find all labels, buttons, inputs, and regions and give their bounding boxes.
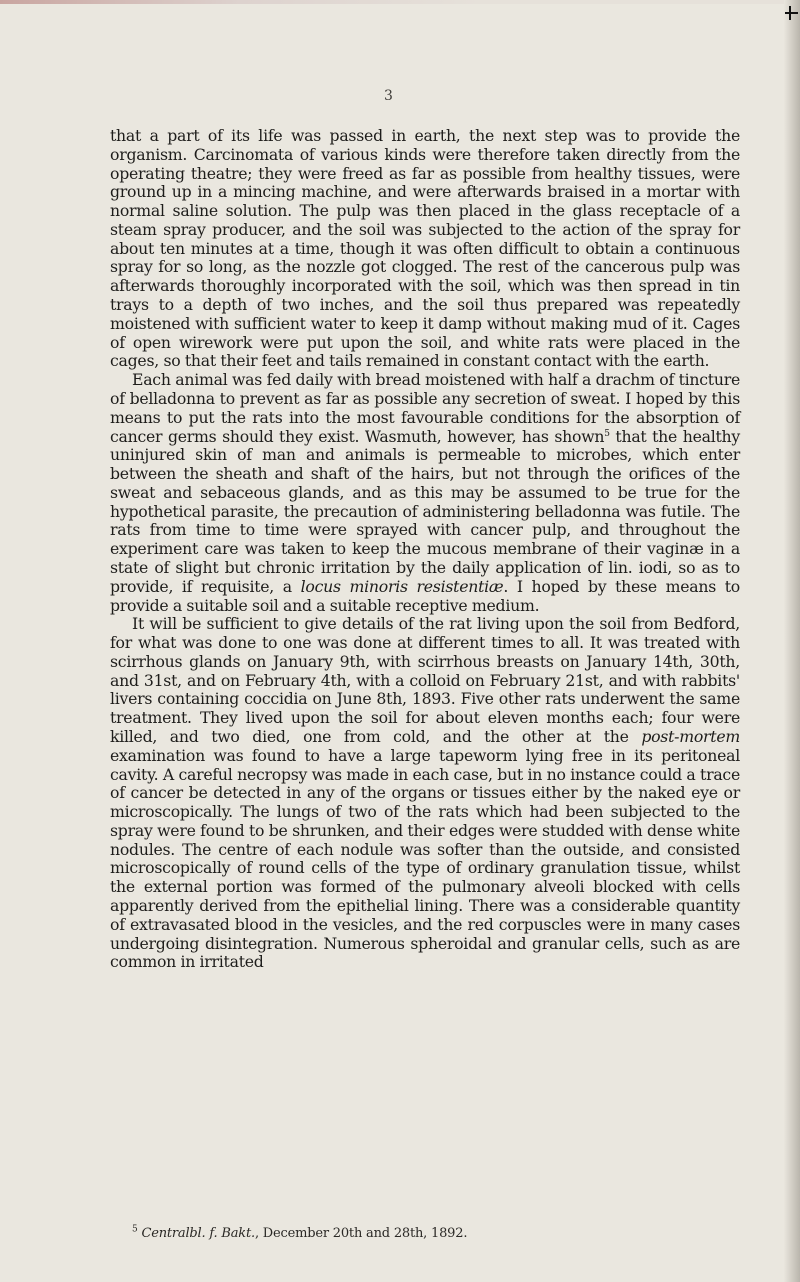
- text-run: that the healthy uninjured skin of man and animals is permeable to microbes, which enter between the sheath and shaft of the hairs, but not through the orifices of the sweat and sebaceous glands, and as this may be assumed to be true for the hypothetical parasite, the precaution of administering belladonna was futile. The rats from time to time were sprayed with cancer pulp, and throughout the experiment care was taken to keep the mucous membrane of their vaginæ in a state of slight but chronic irritation by the daily application of lin. iodi, so as to provide, if requisite, a: [110, 426, 741, 596]
- italic-phrase: post-mortem: [641, 727, 740, 746]
- footnote-journal: Centralbl. f. Bakt.: [141, 1226, 255, 1241]
- footnote-marker: 5: [604, 428, 610, 439]
- footnote: [132, 1226, 467, 1241]
- paragraph-continued: that a part of its life was passed in earth, the next step was to provide the organism. Carcinomata of various kinds were therefore taken directly from the operating theatre; they were freed as far as possible from healthy tissues, were ground up in a mincing machine, and were afterwards braised in a mortar with normal saline solution. The pulp was then placed in the glass receptacle of a steam spray producer, and the soil was subjected to the action of the spray for about ten minutes at a time, though it was often difficult to obtain a continuous spray for so long, as the nozzle got clogged. The rest of the cancerous pulp was afterwards thoroughly incorporated with the soil, which was then spread in tin trays to a depth of two inches, and the soil thus prepared was repeatedly moistened with sufficient water to keep it damp without making mud of it. Cages of open wirework were put upon the soil, and white rats were placed in the cages, so that their feet and tails remained in constant contact with the earth.: [110, 126, 740, 371]
- paragraph-bedford-rat: [110, 615, 740, 972]
- corner-arrow-icon: [785, 6, 798, 20]
- italic-phrase: locus minoris resistentiæ: [300, 576, 504, 596]
- text-run: . I hoped by these means to provide a suitable soil and a suitable receptive medium.: [110, 576, 740, 615]
- body-text: [110, 127, 740, 972]
- text-run: Each animal was fed daily with bread moistened with half a drachm of tincture of belladonna to prevent as far as possible any secretion of sweat. I hoped by this means to put the rats into the most favourable conditions for the absorption of cancer germs should they exist. Wasmuth, however, has shown: [110, 370, 740, 446]
- text-run: examination was found to have a large tapeworm lying free in its peritoneal cavity. A careful necropsy was made in each case, but in no instance could a trace of cancer be detected in any of the organs or tissues either by the naked eye or microscopically. The lungs of two of the rats which had been subjected to the spray were found to be shrunken, and their edges were studded with dense white nodules. The centre of each nodule was softer than the outside, and consisted microscopically of round cells of the type of ordinary granulation tissue, whilst the external portion was formed of the pulmonary alveoli blocked with cells apparently derived from the epithelial lining. There was a considerable quantity of extravasated blood in the vesicles, and the red corpuscles were in many cases undergoing disintegration. Numerous spheroidal and granular cells, such as are common in irritated: [110, 745, 740, 972]
- page-top-border: [0, 0, 800, 4]
- footnote-number: 5: [132, 1224, 138, 1235]
- text-run: It will be sufficient to give details of the rat living upon the soil from Bedford, for what was done to one was done at different times to all. It was treated with scirrhous glands on January 9th, with scirrhous breasts on January 14th, 30th, and 31st, and on February 4th, with a colloid on February 21st, and with rabbits' livers containing coccidia on June 8th, 1893. Five other rats underwent the same treatment. They lived upon the soil for about eleven months each; four were killed, and two died, one from cold, and the other at the: [110, 614, 740, 746]
- footnote-date: , December 20th and 28th, 1892.: [254, 1226, 468, 1241]
- paragraph-belladonna: [110, 371, 740, 615]
- page-binding-edge: [784, 0, 800, 1282]
- page-number: 3: [384, 88, 393, 104]
